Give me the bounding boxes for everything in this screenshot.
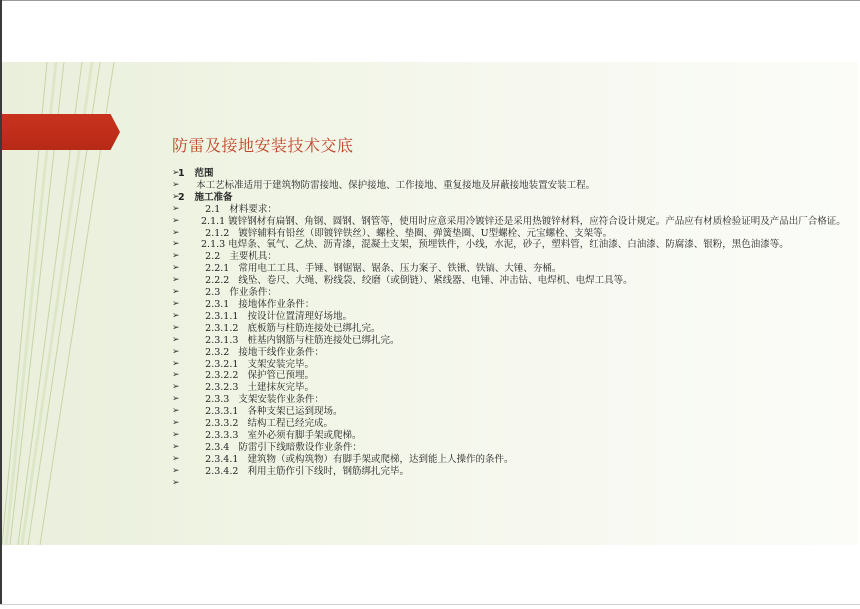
bullet-line [168, 239, 858, 251]
window-top-border [0, 0, 860, 1]
bullet-line [168, 287, 858, 299]
line-text: 2.3.2.3 土建抹灰完毕。 [178, 382, 314, 394]
slide-title: 防雷及接地安装技术交底 [172, 136, 354, 155]
bullet-line [168, 263, 858, 275]
bullet-line [168, 180, 858, 192]
arrow-bullet-icon: ➢ [172, 298, 180, 309]
arrow-bullet-icon: ➢ [172, 334, 180, 345]
line-text: 2.3.4 防雷引下线暗敷设作业条件： [178, 441, 362, 453]
title-banner [2, 114, 120, 150]
arrow-bullet-icon: ➢ [172, 465, 180, 476]
arrow-bullet-icon: ➢ [172, 239, 180, 250]
line-text: 2.3.1.2 底板筋与柱筋连接处已绑扎完。 [178, 322, 381, 334]
line-text: 2.3.3 支架安装作业条件： [178, 394, 324, 406]
line-text: 2.3.3.1 各种支架已运到现场。 [178, 406, 343, 418]
bullet-line [168, 204, 858, 216]
bullet-line [168, 359, 858, 371]
arrow-bullet-icon: ➢ [172, 358, 180, 369]
arrow-bullet-icon: ➢ [172, 418, 180, 429]
line-text: 1 范围 [178, 168, 214, 179]
line-text: 2.3.2.1 支架安装完毕。 [178, 358, 314, 370]
arrow-bullet-icon: ➢ [172, 227, 180, 238]
line-text: 2.3.2.2 保护管已预埋。 [178, 370, 314, 382]
line-text: 2.2.2 线坠、卷尺、大绳、粉线袋、绞磨（或倒链）、紧线器、电锤、冲击钻、电焊机、电焊工具等。 [178, 275, 633, 287]
arrow-bullet-icon: ➢ [172, 453, 180, 464]
line-text: 2.3.4.2 利用主筋作引下线时，钢筋绑扎完毕。 [178, 465, 409, 477]
arrow-bullet-icon: ➢ [172, 370, 180, 381]
line-text: 本工艺标准适用于建筑物防雷接地、保护接地、工作接地、重复接地及屏蔽接地装置安装工程。 [178, 179, 596, 191]
bullet-line [168, 311, 858, 323]
arrow-bullet-icon: ➢ [172, 275, 180, 286]
line-text: 2.1.2 镀锌辅料有铅丝（即镀锌铁丝）、螺栓、垫圈、弹簧垫圈、U型螺栓、元宝螺栓、支架等。 [178, 227, 613, 239]
bullet-line [168, 442, 858, 454]
arrow-bullet-icon: ➢ [172, 310, 180, 321]
arrow-bullet-icon: ➢ [172, 429, 180, 440]
line-text: 2 施工准备 [178, 191, 233, 203]
bullet-line [168, 192, 858, 204]
bullet-line [168, 168, 858, 180]
arrow-bullet-icon: ➢ [172, 322, 180, 333]
bullet-line [168, 454, 858, 466]
line-text: 2.1.3 电焊条、氧气、乙炔、沥青漆，混凝土支架，预埋铁件，小线，水泥，砂子，塑料管，红油漆、白油漆、防腐漆、银粉，黑色油漆等。 [201, 239, 789, 251]
arrow-bullet-icon: ➢ [172, 191, 180, 202]
line-text: 2.3.2 接地干线作业条件： [178, 346, 324, 358]
arrow-bullet-icon: ➢ [172, 168, 180, 178]
slide-content [168, 168, 858, 488]
slide [2, 62, 858, 545]
bullet-line [168, 228, 858, 240]
bullet-line [168, 430, 858, 442]
bullet-line [168, 394, 858, 406]
bullet-line [168, 251, 858, 263]
bullet-line [168, 418, 858, 430]
arrow-bullet-icon: ➢ [172, 287, 180, 298]
line-text: 2.1 材料要求： [178, 203, 277, 215]
bullet-line [168, 406, 858, 418]
bullet-line [168, 323, 858, 335]
line-text: 2.3.4.1 建筑物（或构筑物）有脚手架或爬梯，达到能上人操作的条件。 [178, 453, 514, 465]
bullet-line [168, 299, 858, 311]
bullet-line [168, 335, 858, 347]
bullet-line [168, 216, 858, 228]
arrow-bullet-icon: ➢ [172, 251, 180, 262]
arrow-bullet-icon: ➢ [172, 394, 180, 405]
line-text: 2.1.1 镀锌钢材有扁钢、角钢、圆钢、钢管等，使用时应意采用冷镀锌还是采用热镀锌材料，应符合设计规定。产品应有材质检验证明及产品出厂合格证。 [201, 215, 846, 227]
arrow-bullet-icon: ➢ [172, 346, 180, 357]
line-text: 2.3.1.1 按设计位置清理好场地。 [178, 310, 352, 322]
arrow-bullet-icon: ➢ [172, 382, 180, 393]
window-bottom-border [0, 604, 860, 609]
line-text: 2.2.1 常用电工工具、手锤、钢锯锯、锯条、压力案子、铁锹、铁镐、大锤、夯桶。 [178, 263, 562, 275]
arrow-bullet-icon: ➢ [172, 406, 180, 417]
arrow-bullet-icon: ➢ [172, 203, 180, 214]
line-text: 2.2 主要机具： [178, 251, 277, 263]
arrow-bullet-icon: ➢ [172, 477, 180, 488]
arrow-bullet-icon: ➢ [172, 441, 180, 452]
bullet-line [168, 370, 858, 382]
line-text: 2.3.1 接地体作业条件： [178, 298, 315, 310]
arrow-bullet-icon: ➢ [172, 179, 180, 190]
line-text: 2.3.3.3 室外必须有脚手架或爬梯。 [178, 429, 362, 441]
bullet-line [168, 466, 858, 478]
bullet-line [168, 382, 858, 394]
line-text: 2.3.1.3 桩基内钢筋与柱筋连接处已绑扎完。 [178, 334, 400, 346]
bullet-line [168, 275, 858, 287]
arrow-bullet-icon: ➢ [172, 215, 180, 226]
line-text: 2.3.3.2 结构工程已经完成。 [178, 418, 333, 430]
arrow-bullet-icon: ➢ [172, 263, 180, 274]
bullet-line [168, 347, 858, 359]
line-text: 2.3 作业条件： [178, 287, 277, 299]
